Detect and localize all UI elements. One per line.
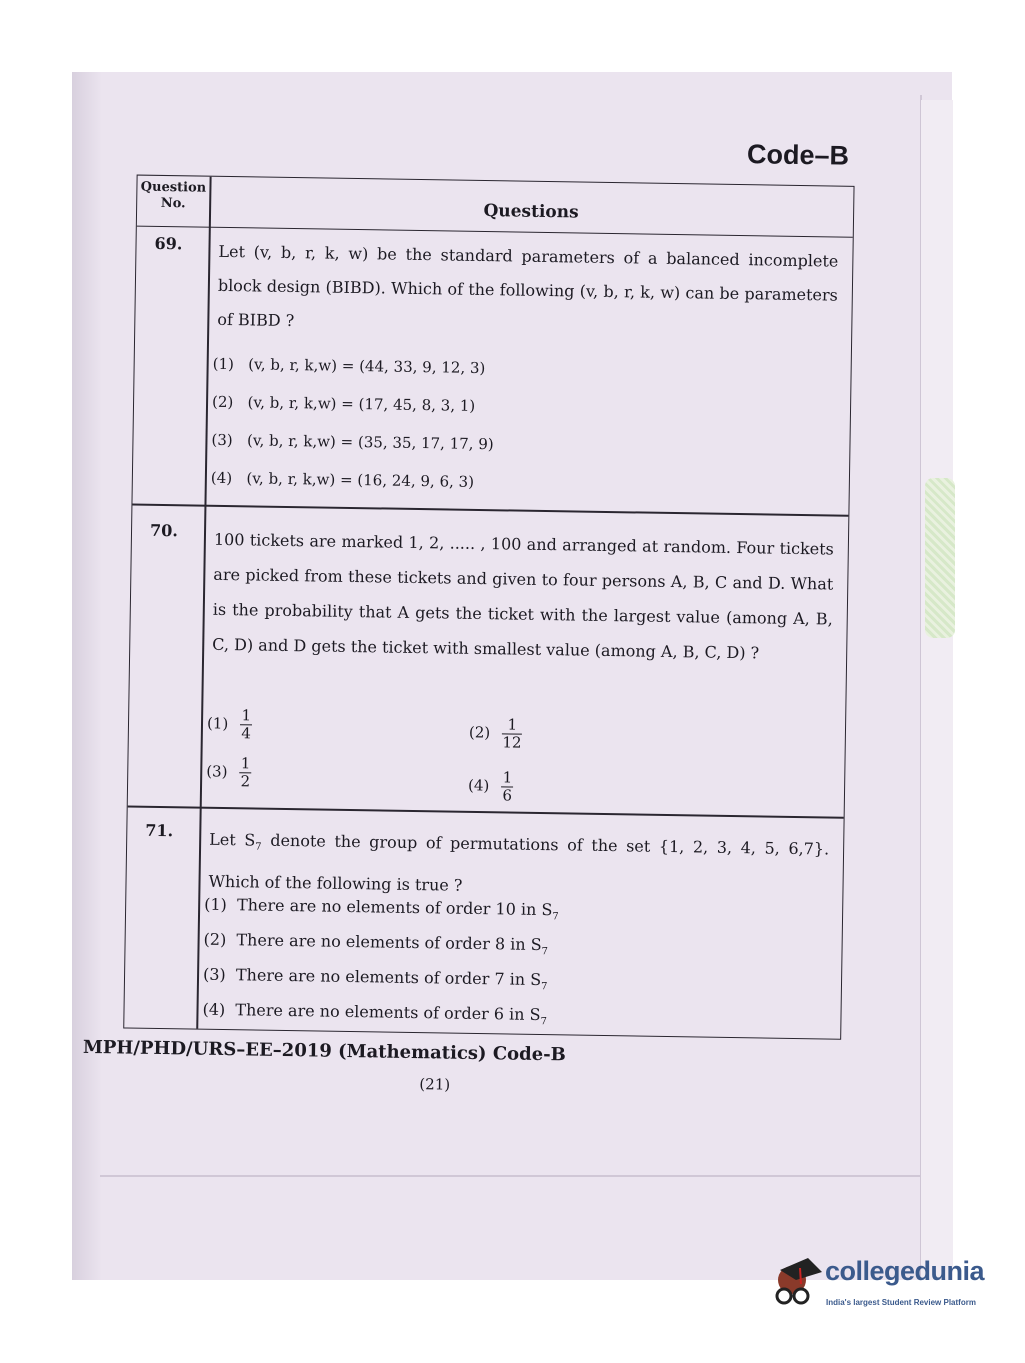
option-label: (1) bbox=[212, 354, 235, 374]
subscript: 7 bbox=[255, 841, 262, 853]
option bbox=[202, 1000, 547, 1028]
fraction bbox=[240, 707, 253, 742]
option-label: (2) bbox=[211, 392, 234, 412]
option-text: (v, b, r, k,w) = (44, 33, 9, 12, 3) bbox=[248, 355, 486, 378]
option-label: (3) bbox=[211, 430, 233, 450]
option bbox=[206, 755, 252, 791]
denominator: 12 bbox=[502, 733, 522, 752]
col-header-questions: Questions bbox=[483, 201, 579, 223]
option-text: (v, b, r, k,w) = (17, 45, 8, 3, 1) bbox=[247, 393, 476, 415]
question-number: 71. bbox=[145, 820, 174, 841]
numerator: 1 bbox=[502, 768, 513, 787]
option-label: (3) bbox=[202, 964, 226, 985]
option-label: (2) bbox=[203, 929, 227, 950]
question-table bbox=[123, 175, 854, 1040]
row-divider bbox=[132, 504, 848, 517]
option-text: There are no elements of order 6 in S bbox=[235, 1000, 541, 1025]
option-label: (4) bbox=[467, 776, 490, 795]
question-number: 70. bbox=[149, 520, 179, 541]
option-text: (v, b, r, k,w) = (35, 35, 17, 17, 9) bbox=[246, 431, 494, 454]
option bbox=[469, 716, 523, 752]
fraction bbox=[501, 769, 514, 804]
numerator: 1 bbox=[241, 706, 252, 725]
numerator: 1 bbox=[240, 754, 251, 773]
question-number: 69. bbox=[154, 233, 183, 254]
option-label: (1) bbox=[206, 714, 229, 733]
option-label: (4) bbox=[210, 468, 233, 488]
option bbox=[212, 393, 475, 415]
numerator: 1 bbox=[507, 715, 518, 734]
col-header-qno: Question No. bbox=[140, 179, 207, 212]
option-label: (4) bbox=[202, 999, 226, 1020]
page-number: (21) bbox=[419, 1075, 451, 1094]
denominator: 2 bbox=[240, 772, 251, 791]
brand-tagline: India's largest Student Review Platform bbox=[826, 1298, 976, 1307]
option bbox=[203, 965, 548, 993]
option bbox=[211, 431, 493, 453]
row-divider bbox=[128, 805, 844, 818]
collegedunia-watermark bbox=[770, 1250, 1000, 1320]
table-header bbox=[137, 176, 854, 238]
subscript: 7 bbox=[552, 911, 559, 923]
option-text: There are no elements of order 7 in S bbox=[235, 965, 542, 990]
denominator: 4 bbox=[241, 724, 252, 743]
option bbox=[204, 895, 559, 923]
option-text: There are no elements of order 10 in S bbox=[236, 895, 553, 920]
fraction bbox=[502, 716, 523, 751]
brand-name: collegedunia bbox=[825, 1256, 985, 1286]
question-text: Let (v, b, r, k, w) be the standard parameters of a balanced incomplete block design (BIBD). Which of the following (v, b, r, k, w) can be parameters of BIBD ? bbox=[217, 241, 839, 331]
denominator: 6 bbox=[502, 786, 513, 805]
subscript: 7 bbox=[541, 946, 549, 958]
option bbox=[203, 930, 548, 958]
fraction bbox=[239, 755, 252, 790]
option-label: (2) bbox=[468, 723, 491, 742]
option-text: (v, b, r, k,w) = (16, 24, 9, 6, 3) bbox=[246, 469, 475, 491]
question-text: 100 tickets are marked 1, 2, ..... , 100 and arranged at random. Four tickets are picked from these tickets and given to four persons A, B, C and D. What is the probability that A gets the ticket with the largest value (among A, B, C, D) and D gets the ticket with smallest value (among A, B, C, D) ? bbox=[212, 529, 834, 663]
option-label: (1) bbox=[204, 894, 228, 915]
text-part: Let S bbox=[209, 829, 256, 850]
mascot-icon bbox=[770, 1250, 825, 1310]
exam-footer: MPH/PHD/URS–EE–2019 (Mathematics) Code-B bbox=[82, 1036, 567, 1066]
option bbox=[468, 769, 514, 805]
option bbox=[213, 355, 486, 377]
option-label: (3) bbox=[206, 762, 228, 781]
subscript: 7 bbox=[540, 1016, 547, 1028]
subscript: 7 bbox=[540, 981, 548, 993]
paper-code: Code–B bbox=[746, 139, 850, 171]
text-part: denote the group of permutations of the set {1, 2, 3, 4, 5, 6,7}. Which of the following is true ? bbox=[208, 830, 830, 895]
option bbox=[207, 707, 253, 743]
option bbox=[211, 469, 474, 491]
option-text: There are no elements of order 8 in S bbox=[236, 930, 542, 955]
